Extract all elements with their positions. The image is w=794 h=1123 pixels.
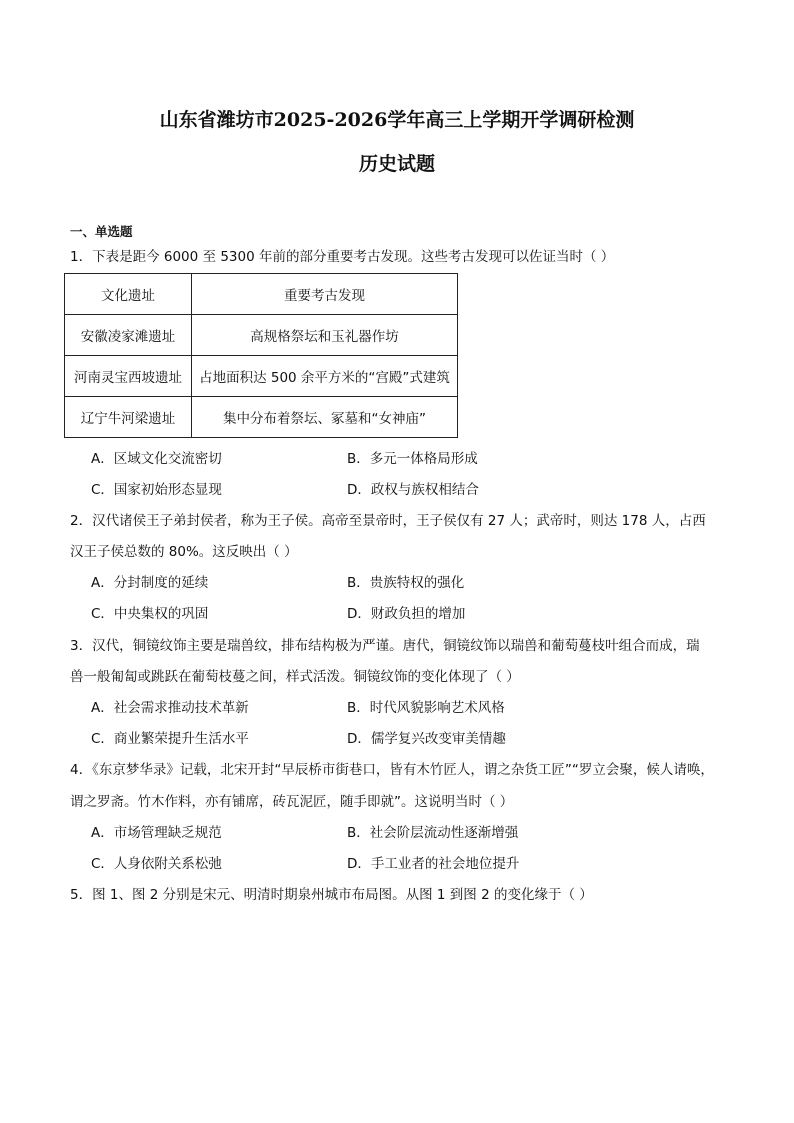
q4-option-d: D．手工业者的社会地位提升 bbox=[347, 856, 520, 872]
q4-option-a: A．市场管理缺乏规范 bbox=[91, 825, 222, 841]
table-cell: 集中分布着祭坛、冢墓和“女神庙” bbox=[192, 397, 458, 438]
q4-option-b: B．社会阶层流动性逐渐增强 bbox=[347, 825, 519, 841]
q1-option-c: C．国家初始形态显现 bbox=[91, 482, 222, 498]
q3-stem-line-2: 兽一般匍匐或跳跃在葡萄枝蔓之间，样式活泼。铜镜纹饰的变化体现了（ ） bbox=[70, 669, 520, 685]
q1-option-a: A．区域文化交流密切 bbox=[91, 451, 222, 467]
table-row bbox=[65, 356, 458, 397]
q2-option-c: C．中央集权的巩固 bbox=[91, 606, 209, 622]
table-header-cell: 重要考古发现 bbox=[192, 274, 458, 315]
q3-option-d: D．儒学复兴改变审美情趣 bbox=[347, 731, 506, 747]
q3-stem-line-1: 3．汉代，铜镜纹饰主要是瑞兽纹，排布结构极为严谨。唐代，铜镜纹饰以瑞兽和葡萄蔓枝叶组合而成，瑞 bbox=[70, 638, 700, 654]
table-cell: 辽宁牛河梁遗址 bbox=[65, 397, 192, 438]
table-cell: 高规格祭坛和玉礼器作坊 bbox=[192, 315, 458, 356]
table-cell: 安徽凌家滩遗址 bbox=[65, 315, 192, 356]
q1-table bbox=[64, 273, 458, 438]
q4-stem-line-2: 谓之罗斋。竹木作料，亦有铺席，砖瓦泥匠，随手即就”。这说明当时（ ） bbox=[70, 794, 514, 810]
q4-stem-line-1: 4．《东京梦华录》记载，北宋开封“早辰桥市街巷口，皆有木竹匠人，谓之杂货工匠”“罗立会聚，候人请唤， bbox=[70, 762, 714, 778]
q1-option-b: B．多元一体格局形成 bbox=[347, 451, 478, 467]
table-header-row bbox=[65, 274, 458, 315]
page-title: 山东省潍坊市2025-2026学年高三上学期开学调研检测 bbox=[159, 109, 635, 131]
table-cell: 河南灵宝西坡遗址 bbox=[65, 356, 192, 397]
page-subtitle: 历史试题 bbox=[358, 153, 435, 175]
q2-option-d: D．财政负担的增加 bbox=[347, 606, 466, 622]
q4-option-c: C．人身依附关系松弛 bbox=[91, 856, 222, 872]
q2-stem-line-1: 2．汉代诸侯王子弟封侯者，称为王子侯。高帝至景帝时，王子侯仅有 27 人；武帝时，则达 178 人，占西 bbox=[70, 513, 706, 529]
q1-option-d: D．政权与族权相结合 bbox=[347, 482, 479, 498]
q1-stem: 1．下表是距今 6000 至 5300 年前的部分重要考古发现。这些考古发现可以佐证当时（ ） bbox=[70, 249, 615, 265]
table-row bbox=[65, 397, 458, 438]
table-cell: 占地面积达 500 余平方米的“宫殿”式建筑 bbox=[192, 356, 458, 397]
section-heading: 一、单选题 bbox=[70, 224, 133, 239]
table-row bbox=[65, 315, 458, 356]
q2-option-b: B．贵族特权的强化 bbox=[347, 575, 465, 591]
q2-stem-line-2: 汉王子侯总数的 80%。这反映出（ ） bbox=[70, 544, 298, 560]
q2-option-a: A．分封制度的延续 bbox=[91, 575, 209, 591]
table-header-cell: 文化遗址 bbox=[65, 274, 192, 315]
q3-option-c: C．商业繁荣提升生活水平 bbox=[91, 731, 249, 747]
q3-option-a: A．社会需求推动技术革新 bbox=[91, 700, 249, 716]
q5-stem: 5．图 1、图 2 分别是宋元、明清时期泉州城市布局图。从图 1 到图 2 的变化缘于（ ） bbox=[70, 887, 593, 903]
q3-option-b: B．时代风貌影响艺术风格 bbox=[347, 700, 505, 716]
